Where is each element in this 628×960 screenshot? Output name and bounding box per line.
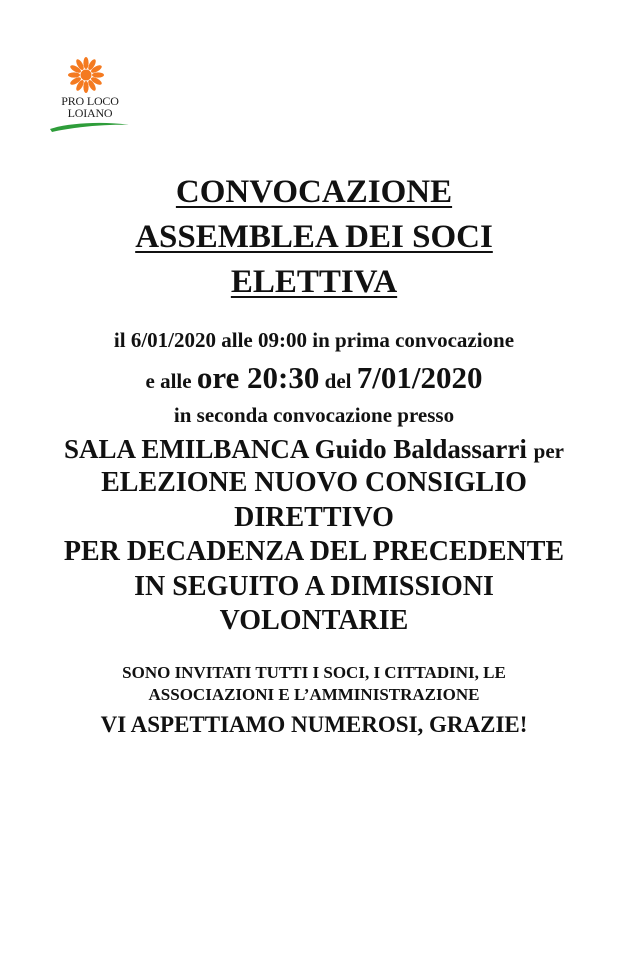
- purpose-line: ELEZIONE NUOVO CONSIGLIO: [101, 467, 527, 498]
- second-call-date: 7/01/2020: [356, 360, 483, 395]
- purpose-line: VOLONTARIE: [219, 605, 409, 636]
- venue-line: [0, 434, 628, 465]
- purpose-line: IN SEGUITO A DIMISSIONI: [134, 570, 494, 602]
- second-call-prefix: e alle: [145, 369, 192, 393]
- purpose-line: PER DECADENZA DEL PRECEDENTE: [63, 536, 565, 567]
- swoosh-icon: [48, 120, 132, 134]
- sun-icon: [56, 56, 116, 96]
- invitation-block: [0, 662, 628, 706]
- second-call-line: [0, 360, 628, 396]
- second-call-mid: del: [324, 369, 352, 393]
- page-title: [0, 170, 628, 305]
- logo-line-1: PRO LOCO: [61, 94, 119, 108]
- pro-loco-logo: [50, 56, 140, 146]
- invitation-line-2: ASSOCIAZIONI E L’AMMINISTRAZIONE: [148, 685, 480, 704]
- invitation-line-1: SONO INVITATI TUTTI I SOCI, I CITTADINI, LE: [122, 663, 506, 682]
- thanks-text: VI ASPETTIAMO NUMEROSI, GRAZIE!: [100, 712, 528, 737]
- venue-suffix: per: [533, 439, 564, 463]
- second-call-presso: in seconda convocazione presso: [173, 403, 455, 427]
- logo-line-2: LOIANO: [67, 106, 113, 120]
- first-call-text: il 6/01/2020 alle 09:00 in prima convocazione: [113, 328, 515, 352]
- title-line-3: ELETTIVA: [230, 264, 398, 300]
- title-line-2: ASSEMBLEA DEI SOCI: [135, 219, 493, 255]
- venue-name: SALA EMILBANCA Guido Baldassarri: [64, 434, 527, 464]
- title-line-1: CONVOCAZIONE: [175, 174, 453, 210]
- logo-text: [50, 95, 130, 119]
- purpose-line: DIRETTIVO: [234, 501, 394, 533]
- purpose-block: [0, 466, 628, 639]
- second-call-time: ore 20:30: [196, 360, 320, 395]
